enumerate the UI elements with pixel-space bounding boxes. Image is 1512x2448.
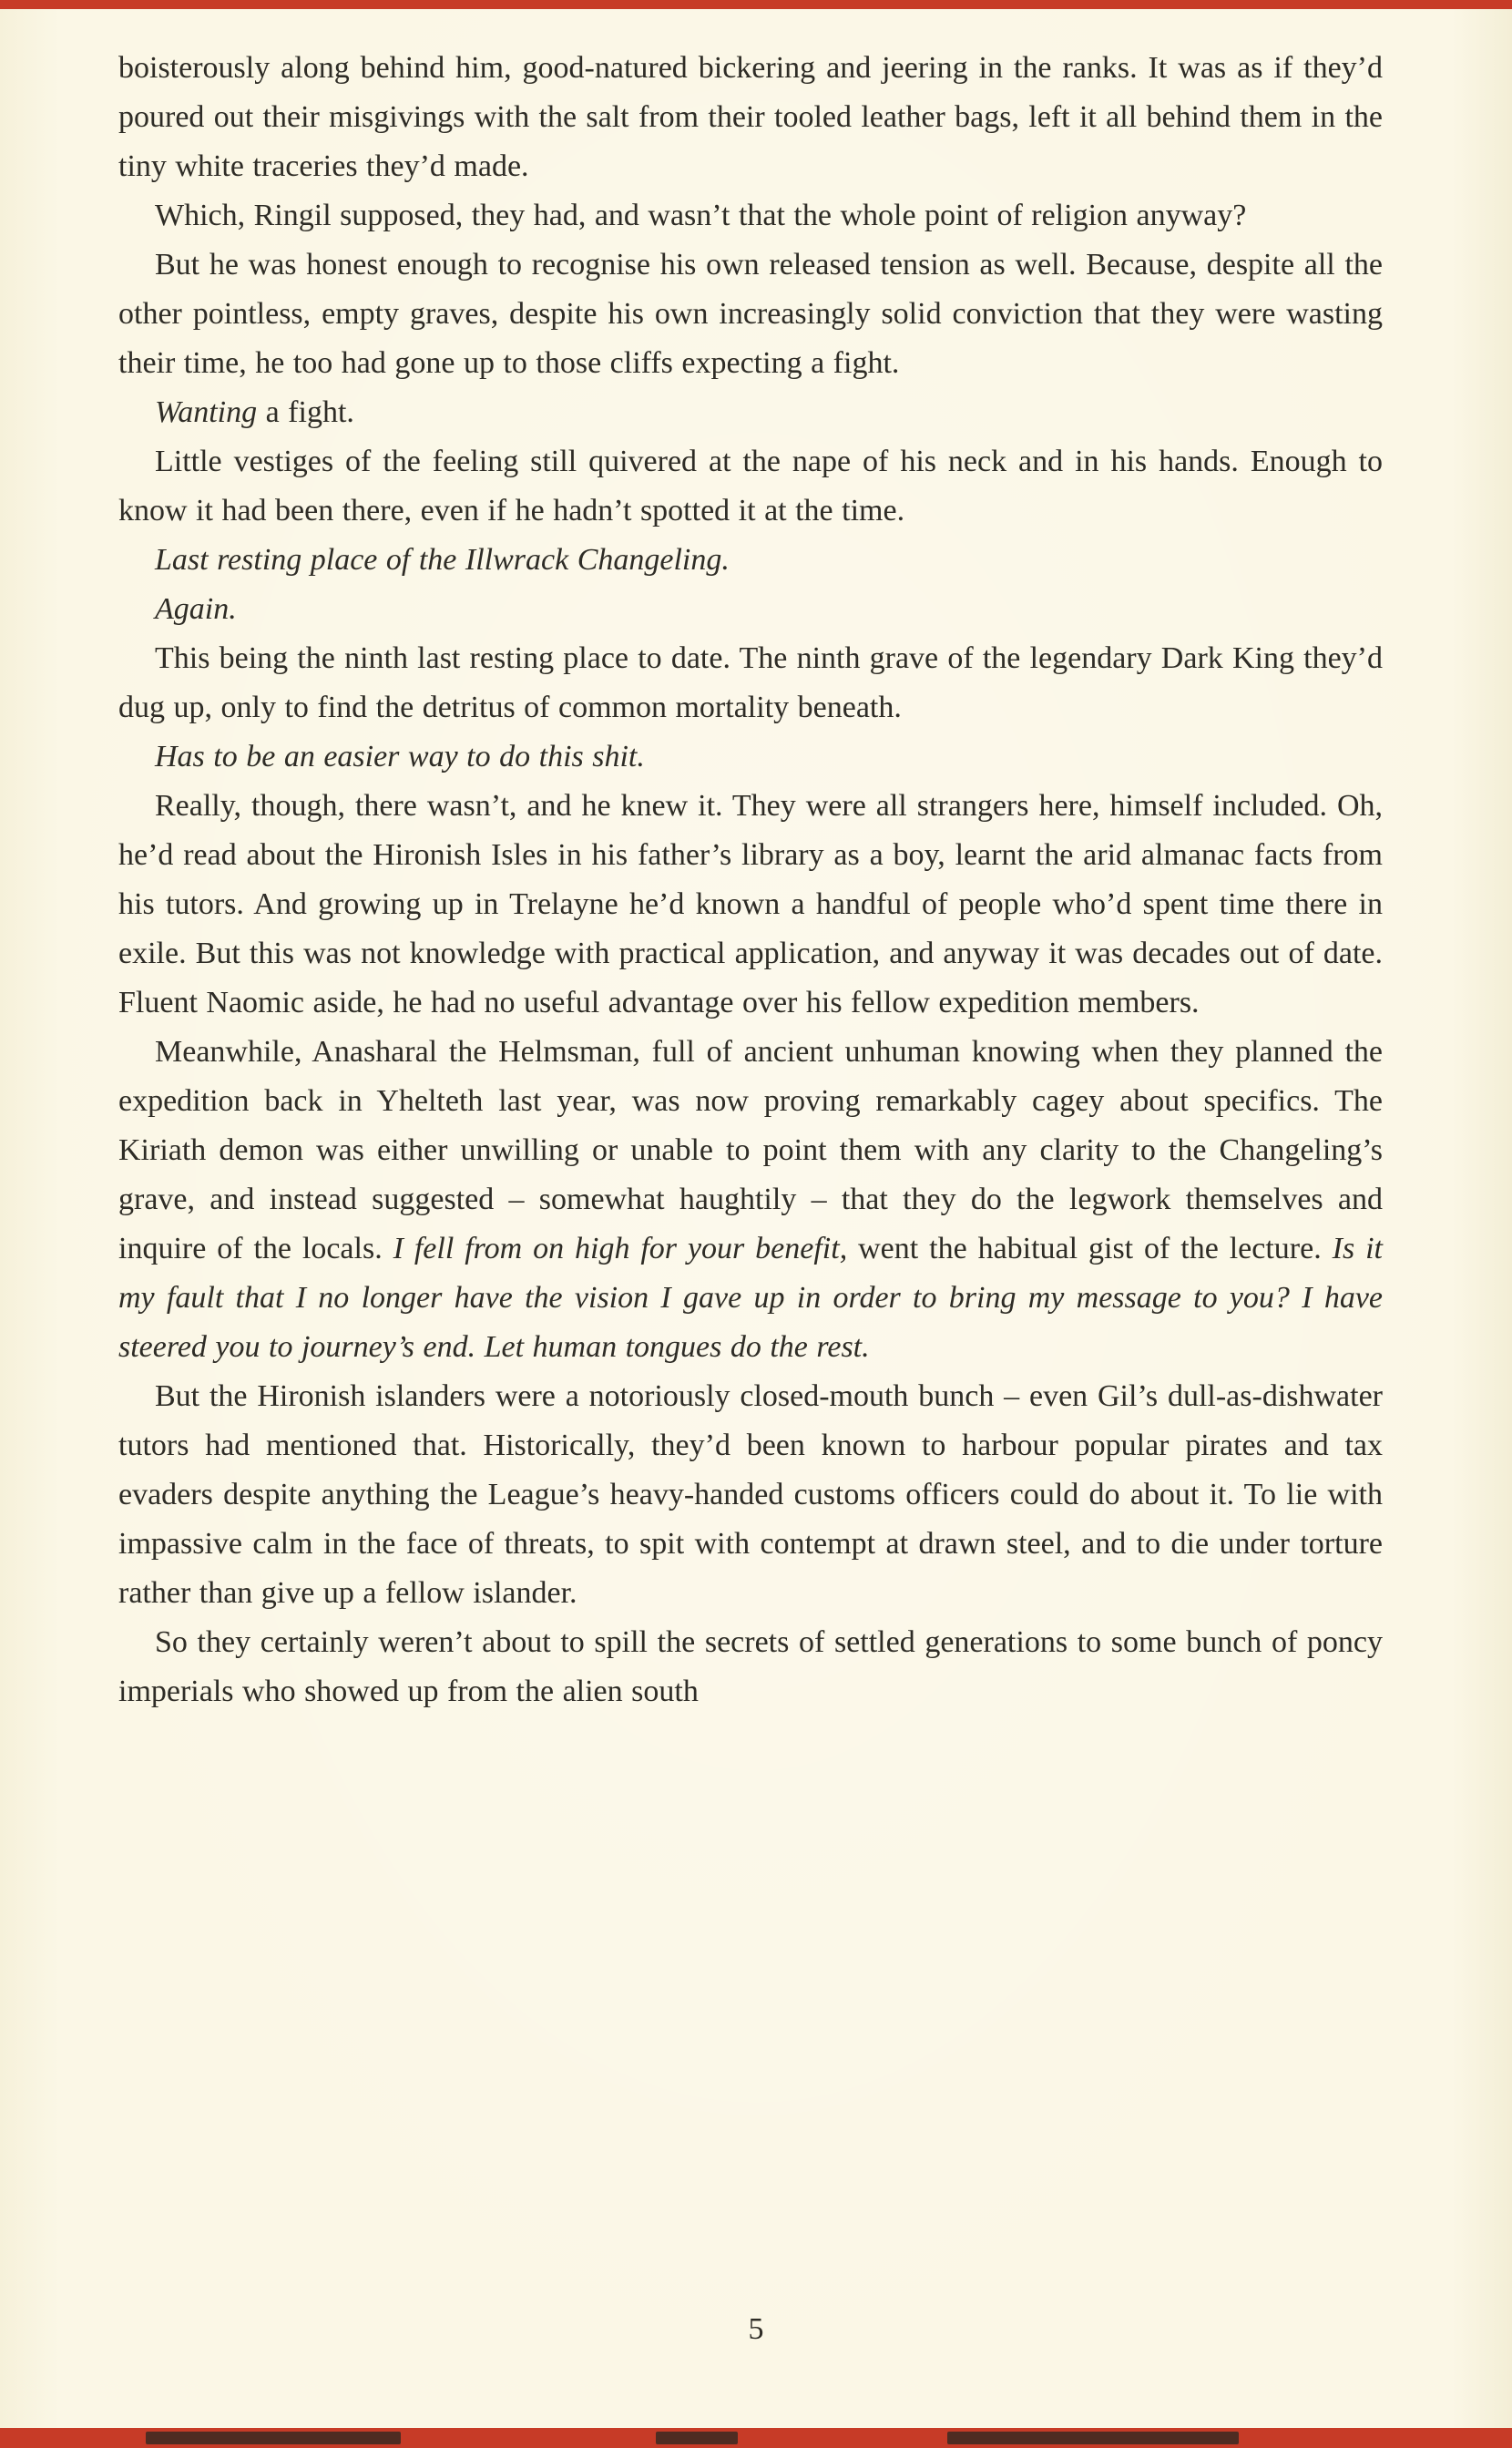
italic-text-segment: Wanting [155, 395, 258, 429]
paragraph [118, 1028, 1383, 1372]
scan-artifact-dark-segment [146, 2432, 401, 2444]
paragraph [118, 585, 1383, 634]
text-segment: But he was honest enough to recognise his own released tension as well. Because, despite all the other pointless, empty graves, despite his own increasingly solid conviction that they were wasting their time, he too had gone up to those cliffs expecting a fight. [118, 248, 1383, 380]
paragraph [118, 1618, 1383, 1716]
text-segment: Which, Ringil supposed, they had, and wasn’t that the whole point of religion anyway? [155, 199, 1247, 232]
paragraph [118, 536, 1383, 585]
italic-text-segment: Has to be an easier way to do this shit. [155, 740, 645, 773]
text-segment: Meanwhile, Anasharal the Helmsman, full of ancient unhuman knowing when they planned the expedition back in Yhelteth last year, was now proving remarkably cagey about specifics. The Kiriath demon was either unwilling or unable to point them with any clarity to the Changeling’s grave, and instead suggested – somewhat haughtily – that they do the legwork themselves and inquire of the locals. [118, 1035, 1383, 1265]
scan-artifact-dark-segment [656, 2432, 738, 2444]
scan-artifact-bottom-strip [0, 2428, 1512, 2448]
text-segment: Really, though, there wasn’t, and he knew it. They were all strangers here, himself included. Oh, he’d read about the Hironish Isles in his father’s library as a boy, learnt the arid almanac facts from his tutors. And growing up in Trelayne he’d known a handful of people who’d spent time there in exile. But this was not knowledge with practical application, and anyway it was decades out of date. Fluent Naomic aside, he had no useful advantage over his fellow expedition members. [118, 789, 1383, 1019]
paragraph [118, 782, 1383, 1028]
scan-artifact-dark-segment [947, 2432, 1239, 2444]
text-segment: Little vestiges of the feeling still quivered at the nape of his neck and in his hands. Enough to know it had been there, even if he hadn’t spotted it at the time. [118, 445, 1383, 527]
italic-text-segment: Last resting place of the Illwrack Changeling. [155, 543, 730, 577]
italic-text-segment: Is it my fault that I no longer have the vision I gave up in order to bring my message to you? I have steered you to journey’s end. Let human tongues do the rest. [118, 1232, 1383, 1364]
text-segment: boisterously along behind him, good-natured bickering and jeering in the ranks. It was as if they’d poured out their misgivings with the salt from their tooled leather bags, left it all behind them in the tiny white traceries they’d made. [118, 51, 1383, 183]
paragraph [118, 437, 1383, 536]
paragraph [118, 1372, 1383, 1618]
paragraph [118, 191, 1383, 241]
text-segment: So they certainly weren’t about to spill the secrets of settled generations to some bunch of poncy imperials who showed up from the alien south [118, 1625, 1383, 1708]
page-number: 5 [748, 2312, 764, 2346]
text-segment: went the habitual gist of the lecture. [847, 1232, 1333, 1265]
italic-text-segment: Again. [155, 592, 237, 626]
page-text [118, 44, 1383, 1716]
text-segment: But the Hironish islanders were a notoriously closed-mouth bunch – even Gil’s dull-as-dishwater tutors had mentioned that. Historically, they’d been known to harbour popular pirates and tax evaders despite anything the League’s heavy-handed customs officers could do about it. To lie with impassive calm in the face of threats, to spit with contempt at drawn steel, and to die under torture rather than give up a fellow islander. [118, 1379, 1383, 1610]
paragraph [118, 732, 1383, 782]
scan-artifact-top-strip [0, 0, 1512, 9]
paragraph [118, 634, 1383, 732]
text-segment: This being the ninth last resting place to date. The ninth grave of the legendary Dark King they’d dug up, only to find the detritus of common mortality beneath. [118, 641, 1383, 724]
italic-text-segment: I fell from on high for your benefit, [393, 1232, 848, 1265]
text-segment: a fight. [257, 395, 354, 429]
paragraph [118, 44, 1383, 191]
paragraph [118, 388, 1383, 437]
paragraph [118, 241, 1383, 388]
